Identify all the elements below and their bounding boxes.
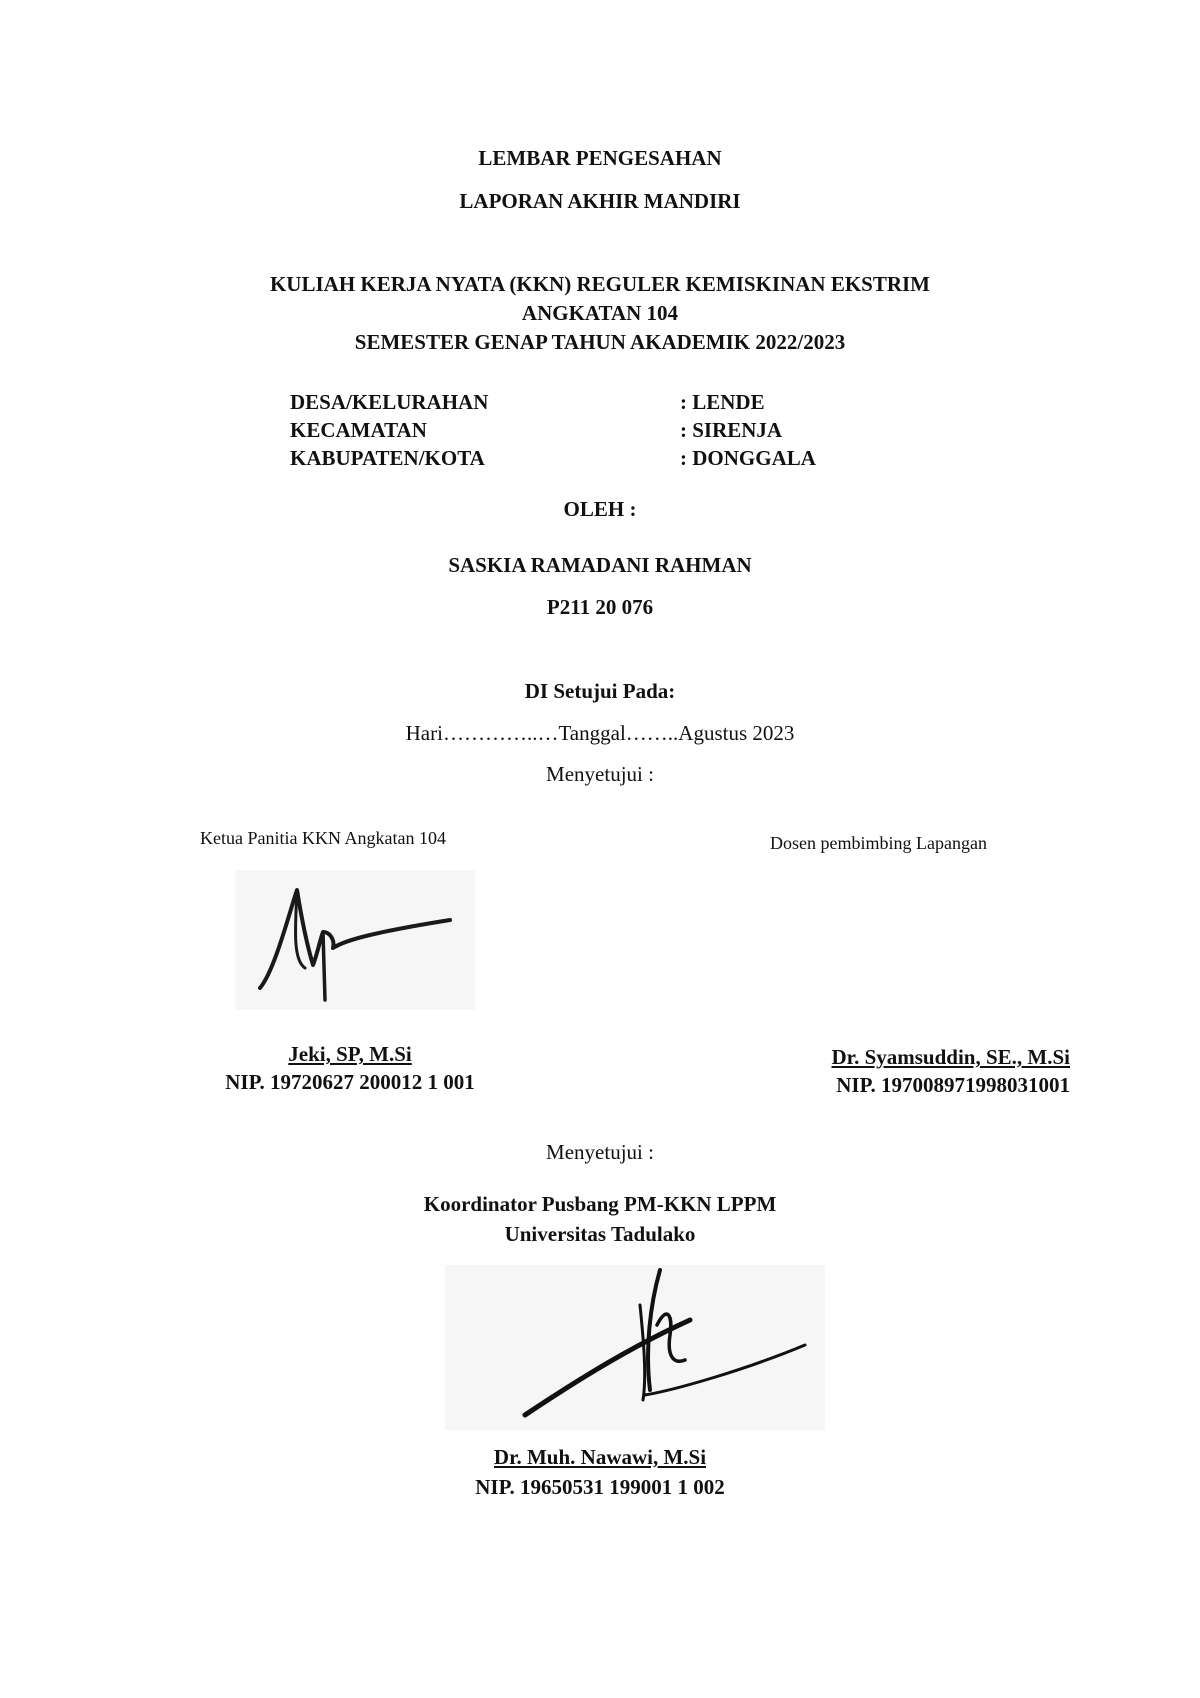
location-value: : LENDE (680, 390, 765, 414)
author-id: P211 20 076 (546, 595, 654, 619)
approval-title: DI Setujui Pada: (524, 679, 676, 703)
location-value: : DONGGALA (680, 446, 816, 470)
batch-title: ANGKATAN 104 (521, 301, 679, 325)
right-signatory-role: Dosen pembimbing Lapangan (770, 833, 987, 853)
coordinator-nip: NIP. 19650531 199001 1 002 (475, 1475, 725, 1499)
left-signatory-name: Jeki, SP, M.Si (288, 1042, 412, 1066)
coordinator-role: Koordinator Pusbang PM-KKN LPPM (423, 1192, 777, 1216)
location-value: : SIRENJA (680, 418, 783, 442)
right-signatory-nip: NIP. 197008971998031001 (836, 1073, 1070, 1097)
agree-label-2: Menyetujui : (546, 1140, 654, 1164)
location-row (290, 416, 910, 444)
location-table (290, 388, 910, 472)
location-row (290, 388, 910, 416)
left-signature-image (235, 870, 475, 1010)
right-signatory-name: Dr. Syamsuddin, SE., M.Si (831, 1045, 1070, 1069)
location-key: KECAMATAN (290, 418, 427, 442)
agree-label: Menyetujui : (546, 762, 654, 786)
location-row (290, 444, 910, 472)
left-signatory-role: Ketua Panitia KKN Angkatan 104 (200, 828, 446, 848)
program-title: KULIAH KERJA NYATA (KKN) REGULER KEMISKINAN EKSTRIM (269, 272, 931, 296)
location-key: DESA/KELURAHAN (290, 390, 489, 414)
doc-subtitle: LAPORAN AKHIR MANDIRI (459, 189, 741, 213)
author-name: SASKIA RAMADANI RAHMAN (448, 553, 752, 577)
location-key: KABUPATEN/KOTA (290, 446, 485, 470)
coordinator-name: Dr. Muh. Nawawi, M.Si (493, 1445, 707, 1469)
semester-title: SEMESTER GENAP TAHUN AKADEMIK 2022/2023 (354, 330, 846, 354)
coordinator-institution: Universitas Tadulako (504, 1222, 696, 1246)
doc-title: LEMBAR PENGESAHAN (478, 146, 722, 170)
left-signatory-nip: NIP. 19720627 200012 1 001 (225, 1070, 475, 1094)
coordinator-signature-image (445, 1265, 825, 1430)
approval-date-line: Hari…………..…Tanggal……..Agustus 2023 (405, 721, 795, 745)
by-label: OLEH : (563, 497, 637, 521)
